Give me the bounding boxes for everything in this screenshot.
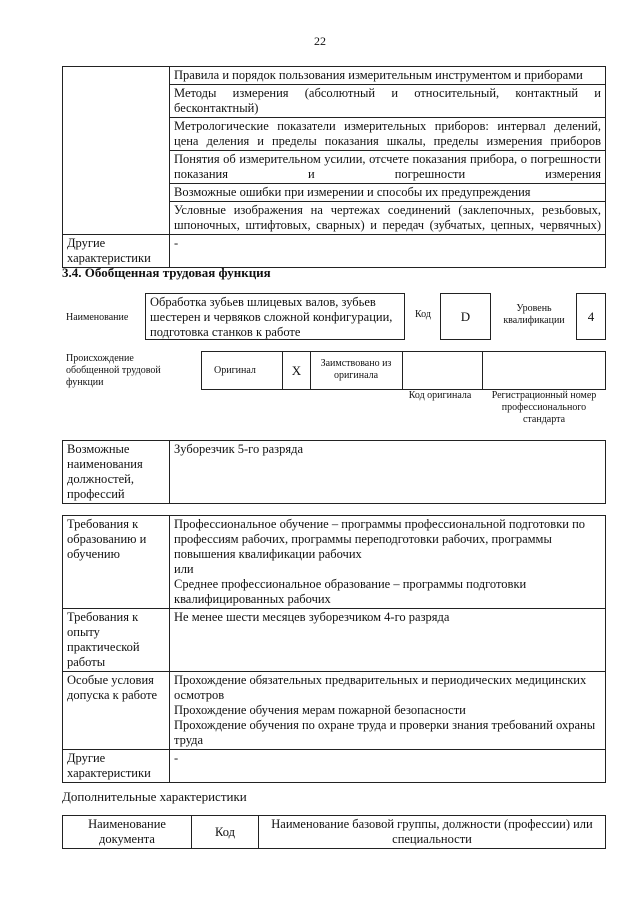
origin-grid (201, 351, 606, 390)
original-code-cell (402, 352, 483, 389)
col-document: Наименование документа (63, 816, 192, 849)
knowledge-row: Понятия об измерительном усилии, отсчете показания прибора, о погрешности показания и погрешности измерения (170, 151, 606, 184)
req-line: Прохождение обучения мерам пожарной безопасности (174, 703, 466, 717)
page-number: 22 (314, 34, 326, 48)
requirements-table (62, 515, 606, 783)
reg-caption: Регистрационный номер профессионального стандарта (491, 390, 597, 425)
req-value (170, 672, 606, 750)
function-code: D (440, 293, 491, 340)
additional-title: Дополнительные характеристики (62, 789, 247, 804)
req-line: Не менее шести месяцев зуборезчиком 4-го разряда (174, 610, 450, 624)
positions-value: Зуборезчик 5-го разряда (170, 441, 606, 504)
req-line: Профессиональное обучение – программы профессиональной подготовки по профессиям рабочих, программы переподготовки рабочих, программы повышения квалификации рабочих (174, 517, 586, 561)
function-name: Обработка зубьев шлицевых валов, зубьев шестерен и червяков сложной конфигурации, подготовка станков к работе (145, 293, 405, 340)
knowledge-row: Правила и порядок пользования измерительным инструментом и приборами (170, 67, 606, 85)
empty-label-cell (63, 67, 170, 235)
positions-label: Возможные наименования должностей, профессий (63, 441, 170, 504)
additional-table (62, 815, 606, 849)
req-line: Прохождение обучения по охране труда и проверки знания требований охраны труда (174, 718, 596, 747)
knowledge-row: Методы измерения (абсолютный и относительный, контактный и бесконтактный) (170, 85, 606, 118)
req-label: Другие характеристики (63, 750, 170, 783)
col-code: Код (192, 816, 259, 849)
knowledge-row: Условные изображения на чертежах соединений (заклепочных, резьбовых, шпоночных, штифтовых, сварных) и передач (зубчатых, цепных, червячных) (170, 202, 606, 235)
positions-table (62, 440, 606, 504)
req-value (170, 750, 606, 783)
origin-label: Происхождение обобщенной трудовой функции (66, 353, 161, 388)
code-label: Код (415, 309, 431, 320)
req-line: - (174, 751, 179, 765)
req-line: Среднее профессиональное образование – программы подготовки квалифицированных рабочих (174, 577, 527, 606)
req-label: Требования к образованию и обучению (63, 516, 170, 609)
req-label: Особые условия допуска к работе (63, 672, 170, 750)
knowledge-table (62, 66, 606, 268)
level-label: Уровень квалификации (503, 303, 565, 326)
knowledge-row: Возможные ошибки при измерении и способы их предупреждения (170, 184, 606, 202)
name-label: Наименование (66, 312, 129, 323)
req-line: или (174, 562, 194, 576)
borrowed-label: Заимствовано из оригинала (320, 358, 392, 381)
req-label: Требования к опыту практической работы (63, 609, 170, 672)
req-value (170, 609, 606, 672)
col-group: Наименование базовой группы, должности (профессии) или специальности (259, 816, 606, 849)
req-value (170, 516, 606, 609)
code-caption: Код оригинала (408, 390, 472, 401)
original-mark: X (282, 352, 311, 389)
section-title: 3.4. Обобщенная трудовая функция (62, 265, 271, 280)
other-label: Другие характеристики (63, 235, 170, 268)
other-value: - (170, 235, 606, 268)
level-value: 4 (576, 293, 606, 340)
original-label: Оригинал (214, 365, 256, 376)
req-line: Прохождение обязательных предварительных и периодических медицинских осмотров (174, 673, 587, 702)
knowledge-row: Метрологические показатели измерительных приборов: интервал делений, цена деления и пределы показания шкалы, пределы измерения приборов (170, 118, 606, 151)
